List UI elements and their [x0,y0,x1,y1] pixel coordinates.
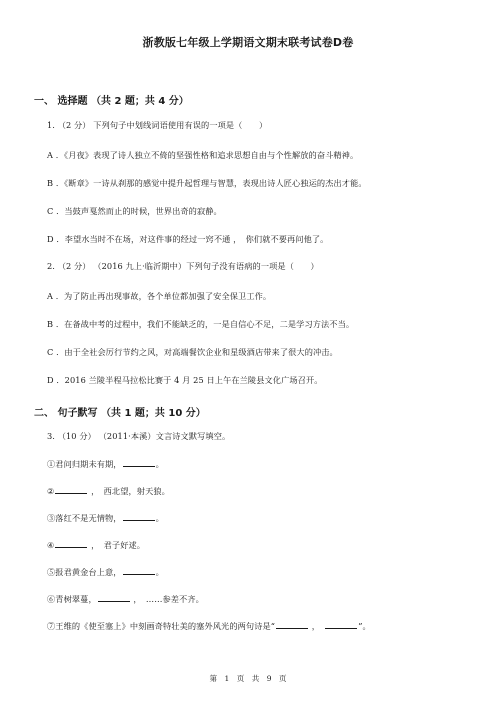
question-3-stem: 3. （10 分） （2011·本溪）文言诗文默写填空。 [47,431,231,441]
fill-item-text: 。 [155,459,164,469]
question-1-option-a: A ．《月夜》表现了诗人独立不倚的坚强性格和追求思想自由与个性解放的奋斗精神。 [47,150,359,160]
fill-item-text: ⑤报君黄金台上意， [47,567,122,577]
fill-item-text: ③落红不是无情物， [47,513,122,523]
question-1-stem: 1. （2 分） 下列句子中划线词语使用有误的一项是（ ） [47,120,268,130]
section-heading-1: 一、 选择题 （共 2 题；共 4 分） [34,96,189,107]
answer-blank [276,620,308,629]
page-title: 浙教版七年级上学期语文期末联考试卷D卷 [142,36,354,49]
fill-item-5 [47,566,164,578]
fill-item-1 [47,458,164,470]
page-footer: 第 1 页 共 9 页 [209,674,287,683]
question-2-stem: 2. （2 分） （2016 九上·临沂期中）下列句子没有语病的一项是（ ） [47,261,319,271]
fill-item-text: ， ……参差不齐。 [130,594,204,604]
fill-item-text: ， [309,621,325,631]
fill-item-text: ”。 [358,621,371,631]
fill-item-text: 。 [155,567,164,577]
question-2-option-c: C ．由于全社会厉行节约之风，对高端餐饮企业和星级酒店带来了很大的冲击。 [47,347,338,357]
fill-item-text: 。 [155,513,164,523]
fill-item-4 [47,539,145,551]
question-2-option-a: A ．为了防止再出现事故，各个单位都加强了安全保卫工作。 [47,291,272,301]
fill-item-text: ， 西北望，射天狼。 [88,486,170,496]
section-heading-2: 二、 句子默写 （共 1 题；共 10 分） [34,408,206,419]
answer-blank [123,566,155,575]
fill-item-3 [47,512,164,524]
fill-item-7 [47,620,371,632]
question-1-option-d: D ．李望水当时不在场，对这件事的经过一窍不通 ， 你们就不要再问他了。 [47,234,329,244]
answer-blank [123,512,155,521]
answer-blank [123,458,155,467]
fill-item-6 [47,593,204,605]
answer-blank [325,620,357,629]
fill-item-text: ⑥青树翠蔓， [47,594,97,604]
fill-item-text: ①君问归期未有期， [47,459,122,469]
fill-item-text: ② [47,486,55,496]
answer-blank [55,485,87,494]
question-2-option-d: D ．2016 兰陵半程马拉松比赛于 4 月 25 日上午在兰陵县文化广场召开。 [47,375,323,385]
answer-blank [98,593,130,602]
fill-item-2 [47,485,170,497]
fill-item-text: ， 君子好逑。 [88,540,146,550]
question-1-option-c: C ．当鼓声戛然而止的时候，世界出奇的寂静。 [47,206,222,216]
question-2-option-b: B ．在备战中考的过程中，我们不能缺乏的，一是自信心不足，二是学习方法不当。 [47,319,355,329]
answer-blank [55,539,87,548]
fill-item-text: ④ [47,540,55,550]
question-1-option-b: B ．《断章》一诗从刹那的感觉中提升起哲理与智慧，表现出诗人匠心独运的杰出才能。 [47,178,367,188]
fill-item-text: ⑦王维的《使至塞上》中刻画奇特壮美的塞外风光的两句诗是“ [47,621,276,631]
